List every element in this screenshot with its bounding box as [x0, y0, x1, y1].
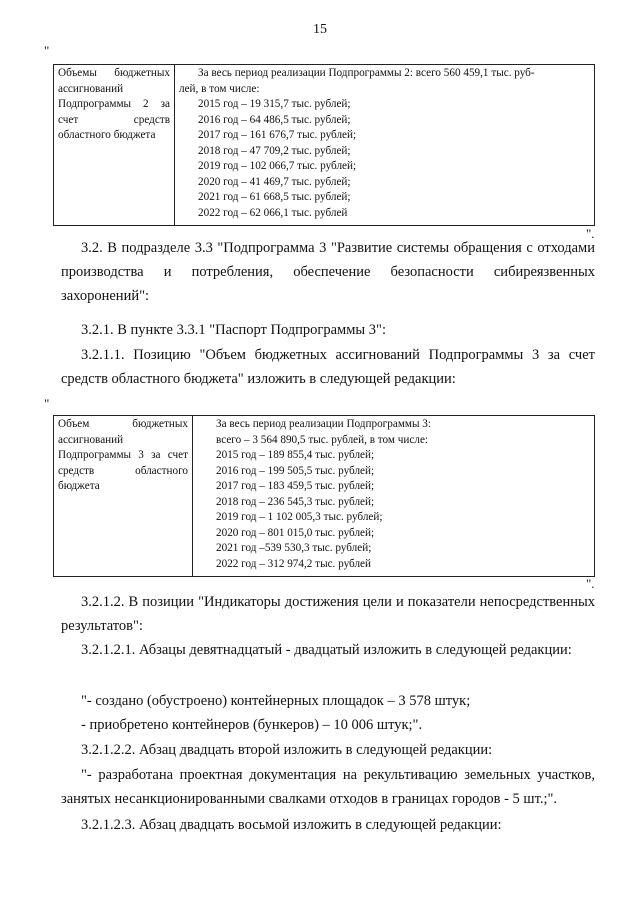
- paragraph-3-2-1-2-3: 3.2.1.2.3. Абзац двадцать восьмой изложить в следующей редакции:: [81, 817, 502, 833]
- table1-line: 2017 год – 161 676,7 тыс. рублей;: [198, 129, 357, 141]
- paragraph-3-2-1-2: 3.2.1.2. В позиции "Индикаторы достижения цели и показатели непосредственных результатов":: [61, 594, 595, 634]
- quote-line-containers-bunkers: - приобретено контейнеров (бункеров) – 10 006 штук;".: [81, 717, 423, 733]
- table1-line: 2016 год – 64 486,5 тыс. рублей;: [198, 113, 351, 126]
- table1-line: 2022 год – 62 066,1 тыс. рублей: [198, 206, 348, 219]
- paragraph-3-2: 3.2. В подразделе 3.3 "Подпрограмма 3 "Развитие системы обращения с отходами производства и потребления, обеспечение безопасности сибиреязвенных захоронений":: [61, 240, 595, 304]
- table2-line: 2019 год – 1 102 005,3 тыс. рублей;: [216, 511, 383, 523]
- table1-line: За весь период реализации Подпрограммы 2: всего 560 459,1 тыс. руб-: [198, 67, 535, 79]
- paragraph-3-2-1-2-1: 3.2.1.2.1. Абзацы девятнадцатый - двадцатый изложить в следующей редакции:: [81, 642, 572, 658]
- page-number: 15: [313, 22, 327, 37]
- table1-line: лей, в том числе:: [179, 82, 260, 95]
- table1-content: [175, 65, 595, 226]
- budget-table-subprogram-2: [53, 64, 595, 226]
- paragraph-3-2-1: 3.2.1. В пункте 3.3.1 "Паспорт Подпрограммы 3":: [81, 322, 386, 338]
- opening-quote-1: ": [44, 43, 50, 58]
- table2-line: 2018 год – 236 545,3 тыс. рублей;: [216, 495, 375, 508]
- budget-table-subprogram-3: [53, 415, 595, 577]
- table1-line: 2019 год – 102 066,7 тыс. рублей;: [198, 160, 357, 172]
- table2-line: всего – 3 564 890,5 тыс. рублей, в том числе:: [216, 433, 429, 446]
- closing-quote-1: ".: [586, 226, 595, 241]
- table2-label: Объем бюджетных ассигнований Подпрограммы 3 за счет средств областного бюджета: [54, 416, 193, 577]
- closing-quote-2: ".: [586, 576, 595, 591]
- table2-line: 2016 год – 199 505,5 тыс. рублей;: [216, 464, 375, 477]
- quote-line-containers-sites: "- создано (обустроено) контейнерных площадок – 3 578 штук;: [81, 693, 471, 709]
- table1-line: 2020 год – 41 469,7 тыс. рублей;: [198, 175, 351, 188]
- table2-line: За весь период реализации Подпрограммы 3:: [216, 418, 431, 430]
- table2-line: 2022 год – 312 974,2 тыс. рублей: [216, 557, 371, 570]
- table2-line: 2015 год – 189 855,4 тыс. рублей;: [216, 449, 375, 461]
- paragraph-3-2-1-2-2: 3.2.1.2.2. Абзац двадцать второй изложить в следующей редакции:: [81, 742, 493, 758]
- quote-line-design-documentation: "- разработана проектная документация на рекультивацию земельных участков, занятых несанкционированными свалками отходов в границах городов - 5 шт.;".: [61, 767, 595, 807]
- table1-line: 2018 год – 47 709,2 тыс. рублей;: [198, 144, 351, 157]
- table2-line: 2021 год –539 530,3 тыс. рублей;: [216, 542, 372, 554]
- table1-label: Объемы бюджетных ассигнований Подпрограммы 2 за счет средств областного бюджета: [54, 65, 175, 226]
- opening-quote-2: ": [44, 396, 50, 411]
- table2-content: [193, 416, 595, 577]
- paragraph-3-2-1-1: 3.2.1.1. Позицию "Объем бюджетных ассигнований Подпрограммы 3 за счет средств областного бюджета" изложить в следующей редакции:: [61, 347, 595, 387]
- table1-line: 2021 год – 61 668,5 тыс. рублей;: [198, 191, 351, 203]
- table2-line: 2020 год – 801 015,0 тыс. рублей;: [216, 526, 375, 539]
- table2-line: 2017 год – 183 459,5 тыс. рублей;: [216, 480, 375, 492]
- table1-line: 2015 год – 19 315,7 тыс. рублей;: [198, 98, 351, 110]
